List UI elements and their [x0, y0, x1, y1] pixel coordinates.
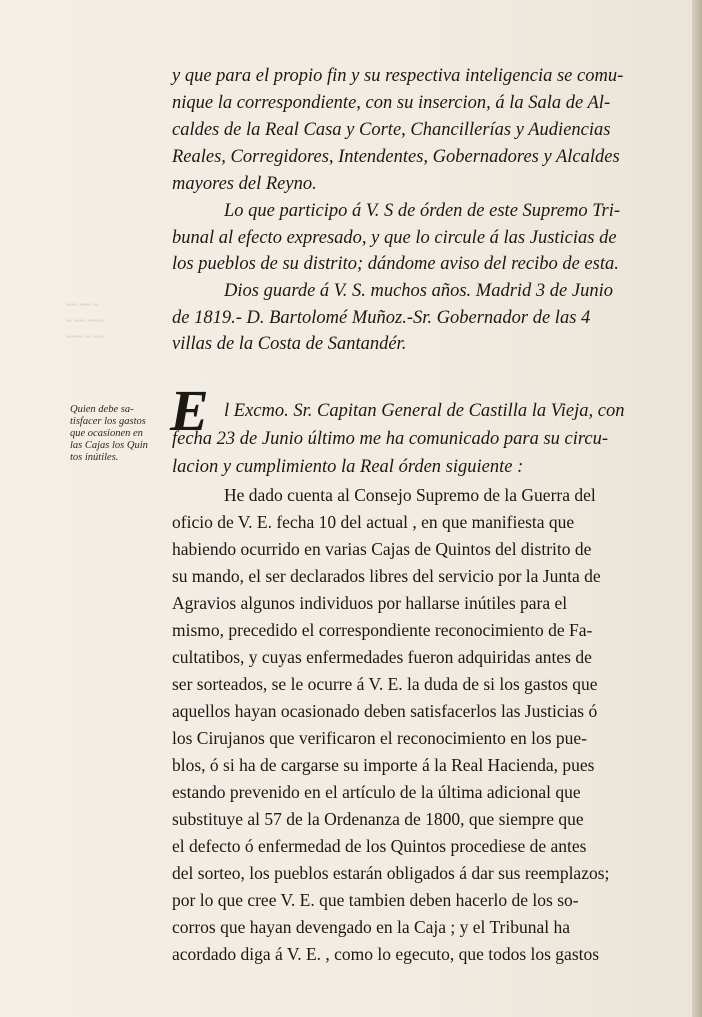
text-line: el defecto ó enfermedad de los Quintos procediese de antes: [172, 836, 587, 856]
text-line: nique la correspondiente, con su insercion, á la Sala de Al-: [172, 93, 611, 113]
text-line: He dado cuenta al Consejo Supremo de la Guerra del: [224, 485, 596, 505]
text-line: caldes de la Real Casa y Corte, Chancillerías y Audiencias: [172, 120, 611, 140]
text-line: acordado diga á V. E. , como lo egecuto, que todos los gastos: [172, 944, 600, 964]
text-line: corros que hayan devengado en la Caja ; y el Tribunal ha: [172, 917, 571, 937]
text-line: substituye al 57 de la Ordenanza de 1800, que siempre que: [172, 809, 584, 829]
text-line: ser sorteados, se le ocurre á V. E. la duda de si los gastos que: [172, 674, 598, 694]
bleed-through: ~~~ ~ ~~: [66, 332, 104, 343]
text-line: bunal al efecto expresado, y que lo circule á las Justicias de: [172, 228, 617, 248]
margin-note-line: que ocasionen en: [70, 428, 143, 439]
text-line: fecha 23 de Junio último me ha comunicado para su circu-: [172, 429, 609, 449]
bleed-through: ~~ ~~ ~: [66, 300, 99, 311]
text-line: oficio de V. E. fecha 10 del actual , en que manifiesta que: [172, 512, 575, 532]
text-line: su mando, el ser declarados libres del servicio por la Junta de: [172, 566, 601, 586]
text-line: y que para el propio fin y su respectiva inteligencia se comu-: [172, 66, 624, 86]
text-line: habiendo ocurrido en varias Cajas de Quintos del distrito de: [172, 539, 592, 559]
text-line: Lo que participo á V. S de órden de este Supremo Tri-: [224, 201, 621, 221]
text-line: villas de la Costa de Santandér.: [172, 334, 407, 354]
margin-note: [70, 404, 174, 464]
text-line: mismo, precedido el correspondiente reconocimiento de Fa-: [172, 620, 593, 640]
text-line: por lo que cree V. E. que tambien deben hacerlo de los so-: [172, 890, 579, 910]
margin-note-line: las Cajas los Quin: [70, 440, 148, 451]
margin-note-line: tisfacer los gastos: [70, 416, 146, 427]
page-edge: [692, 0, 702, 1017]
text-line: blos, ó si ha de cargarse su importe á la Real Hacienda, pues: [172, 755, 595, 775]
text-line: mayores del Reyno.: [172, 174, 317, 194]
text-line: del sorteo, los pueblos estarán obligados á dar sus reemplazos;: [172, 863, 610, 883]
text-line: Dios guarde á V. S. muchos años. Madrid 3 de Junio: [224, 281, 613, 301]
text-line: estando prevenido en el artículo de la última adicional que: [172, 782, 581, 802]
text-line: cultatibos, y cuyas enfermedades fueron adquiridas antes de: [172, 647, 592, 667]
margin-note-line: tos inútiles.: [70, 452, 119, 463]
text-line: lacion y cumplimiento la Real órden siguiente :: [172, 457, 524, 477]
bleed-through: ~ ~~ ~~~: [66, 316, 104, 327]
text-line: Reales, Corregidores, Intendentes, Gobernadores y Alcaldes: [172, 147, 620, 167]
text-line: los pueblos de su distrito; dándome aviso del recibo de esta.: [172, 254, 619, 274]
text-line: los Cirujanos que verificaron el reconocimiento en los pue-: [172, 728, 588, 748]
drop-cap: E: [170, 378, 209, 443]
margin-note-line: Quien debe sa-: [70, 404, 134, 415]
text-line: Agravios algunos individuos por hallarse inútiles para el: [172, 593, 568, 613]
text-line: de 1819.- D. Bartolomé Muñoz.-Sr. Gobernador de las 4: [172, 308, 591, 328]
text-line: l Excmo. Sr. Capitan General de Castilla la Vieja, con: [224, 401, 625, 421]
text-line: aquellos hayan ocasionado deben satisfacerlos las Justicias ó: [172, 701, 598, 721]
